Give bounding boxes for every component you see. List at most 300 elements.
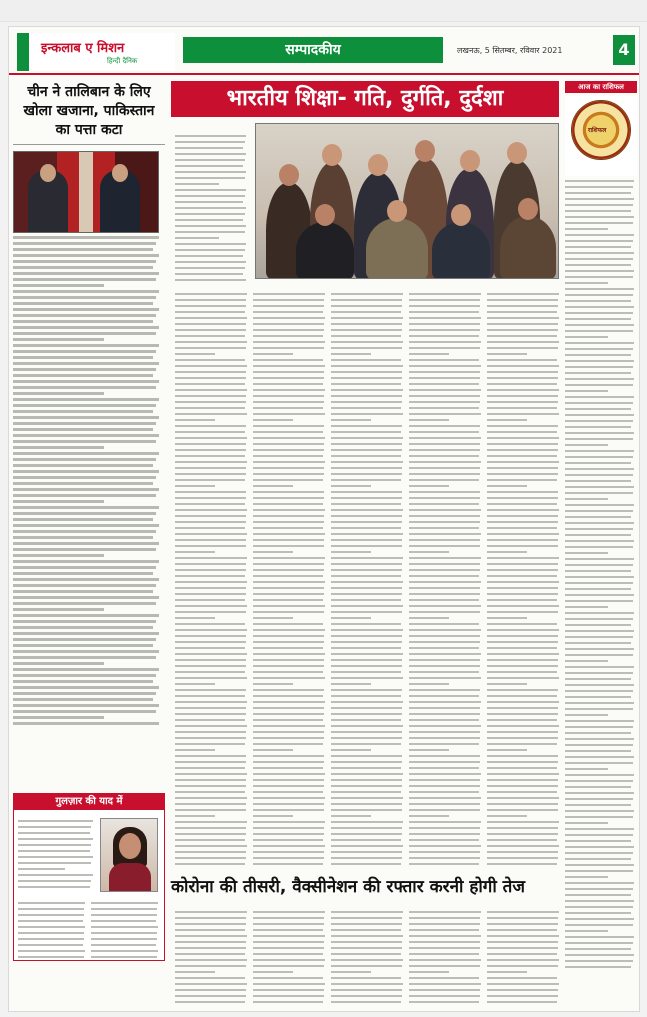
horoscope-wheel-box bbox=[565, 96, 637, 176]
text-line bbox=[565, 792, 634, 794]
text-line bbox=[565, 858, 631, 860]
text-line bbox=[331, 569, 402, 571]
text-line bbox=[253, 971, 293, 973]
text-line bbox=[13, 554, 104, 557]
text-line bbox=[253, 371, 324, 373]
text-line bbox=[487, 785, 558, 787]
text-line bbox=[331, 551, 371, 553]
text-line bbox=[409, 407, 479, 409]
text-line bbox=[253, 581, 325, 583]
text-line bbox=[175, 743, 245, 745]
text-line bbox=[565, 498, 608, 500]
text-line bbox=[487, 419, 527, 421]
text-line bbox=[91, 932, 157, 934]
text-line bbox=[253, 977, 323, 979]
text-line bbox=[175, 995, 246, 997]
text-line bbox=[175, 599, 245, 601]
text-line bbox=[175, 407, 245, 409]
text-line bbox=[18, 856, 93, 858]
text-column bbox=[18, 898, 85, 958]
text-line bbox=[175, 359, 245, 361]
text-line bbox=[487, 941, 558, 943]
text-line bbox=[487, 521, 558, 523]
text-line bbox=[487, 365, 559, 367]
text-line bbox=[487, 773, 559, 775]
text-line bbox=[565, 372, 631, 374]
text-line bbox=[175, 317, 247, 319]
text-line bbox=[13, 266, 153, 269]
text-line bbox=[331, 509, 403, 511]
text-line bbox=[409, 569, 480, 571]
text-line bbox=[253, 803, 324, 805]
text-line bbox=[487, 971, 527, 973]
right-column bbox=[565, 81, 637, 968]
text-line bbox=[487, 959, 559, 961]
text-line bbox=[13, 314, 156, 317]
text-line bbox=[487, 347, 558, 349]
text-line bbox=[565, 558, 634, 560]
text-line bbox=[13, 368, 156, 371]
text-line bbox=[409, 917, 480, 919]
text-line bbox=[409, 521, 480, 523]
text-line bbox=[175, 443, 246, 445]
text-line bbox=[409, 509, 481, 511]
text-line bbox=[487, 779, 558, 781]
text-line bbox=[175, 833, 246, 835]
text-line bbox=[565, 696, 631, 698]
text-line bbox=[13, 692, 156, 695]
text-line bbox=[175, 165, 243, 167]
text-line bbox=[565, 528, 633, 530]
text-line bbox=[175, 623, 245, 625]
text-line bbox=[331, 617, 371, 619]
text-line bbox=[487, 929, 557, 931]
text-line bbox=[18, 874, 93, 876]
text-line bbox=[565, 654, 633, 656]
text-line bbox=[331, 341, 403, 343]
text-line bbox=[409, 563, 480, 565]
text-line bbox=[487, 455, 557, 457]
text-line bbox=[253, 809, 324, 811]
text-line bbox=[253, 767, 323, 769]
text-line bbox=[409, 773, 481, 775]
text-line bbox=[253, 503, 323, 505]
text-line bbox=[91, 908, 157, 910]
text-line bbox=[175, 617, 215, 619]
text-line bbox=[175, 551, 215, 553]
text-line bbox=[253, 467, 324, 469]
text-line bbox=[487, 593, 558, 595]
text-line bbox=[175, 377, 246, 379]
text-line bbox=[331, 941, 402, 943]
text-line bbox=[253, 629, 325, 631]
text-line bbox=[565, 294, 633, 296]
text-line bbox=[487, 599, 557, 601]
text-line bbox=[13, 428, 153, 431]
text-line bbox=[331, 839, 401, 841]
text-line bbox=[253, 365, 325, 367]
text-line bbox=[565, 288, 634, 290]
text-line bbox=[565, 870, 633, 872]
text-line bbox=[13, 596, 159, 599]
text-line bbox=[13, 284, 104, 287]
text-line bbox=[331, 527, 401, 529]
text-column bbox=[175, 907, 247, 1003]
text-line bbox=[487, 911, 559, 913]
text-line bbox=[18, 956, 84, 958]
text-line bbox=[565, 222, 633, 224]
text-line bbox=[175, 683, 215, 685]
text-line bbox=[175, 195, 245, 197]
text-line bbox=[175, 243, 246, 245]
text-line bbox=[565, 414, 634, 416]
text-line bbox=[253, 437, 325, 439]
text-line bbox=[487, 503, 557, 505]
text-column bbox=[253, 289, 325, 865]
student-figure bbox=[366, 218, 428, 279]
text-line bbox=[253, 923, 324, 925]
text-line bbox=[409, 359, 479, 361]
text-line bbox=[331, 629, 403, 631]
text-line bbox=[13, 404, 156, 407]
text-line bbox=[13, 674, 156, 677]
text-line bbox=[487, 605, 559, 607]
text-line bbox=[13, 338, 104, 341]
text-line bbox=[331, 797, 403, 799]
text-line bbox=[331, 719, 401, 721]
text-line bbox=[565, 384, 633, 386]
text-line bbox=[253, 839, 323, 841]
text-line bbox=[175, 923, 246, 925]
text-line bbox=[565, 282, 608, 284]
text-line bbox=[175, 803, 246, 805]
text-line bbox=[175, 305, 246, 307]
text-line bbox=[487, 977, 557, 979]
text-line bbox=[13, 506, 159, 509]
text-line bbox=[253, 485, 293, 487]
text-line bbox=[91, 956, 157, 958]
text-line bbox=[409, 707, 480, 709]
text-line bbox=[331, 821, 403, 823]
text-line bbox=[409, 575, 479, 577]
text-line bbox=[409, 755, 480, 757]
text-line bbox=[565, 678, 631, 680]
text-line bbox=[253, 569, 324, 571]
text-line bbox=[175, 135, 246, 137]
text-line bbox=[175, 569, 246, 571]
text-line bbox=[409, 1001, 479, 1003]
text-line bbox=[175, 335, 245, 337]
text-column bbox=[487, 907, 559, 1003]
text-line bbox=[565, 714, 608, 716]
text-line bbox=[175, 689, 246, 691]
text-line bbox=[253, 383, 323, 385]
text-line bbox=[331, 329, 402, 331]
text-line bbox=[13, 710, 156, 713]
text-line bbox=[253, 725, 325, 727]
text-line bbox=[13, 440, 156, 443]
text-line bbox=[253, 983, 325, 985]
text-line bbox=[331, 671, 401, 673]
memory-box bbox=[13, 793, 165, 961]
text-line bbox=[331, 749, 371, 751]
text-line bbox=[565, 444, 608, 446]
text-line bbox=[18, 908, 84, 910]
text-line bbox=[565, 480, 631, 482]
text-line bbox=[565, 366, 633, 368]
text-line bbox=[175, 659, 246, 661]
text-line bbox=[253, 563, 324, 565]
text-line bbox=[175, 449, 246, 451]
text-line bbox=[565, 306, 634, 308]
text-line bbox=[175, 773, 247, 775]
text-line bbox=[409, 845, 481, 847]
text-line bbox=[487, 305, 558, 307]
student-figure bbox=[432, 222, 490, 279]
text-line bbox=[175, 791, 245, 793]
text-line bbox=[331, 413, 403, 415]
text-line bbox=[253, 719, 323, 721]
text-line bbox=[331, 467, 402, 469]
text-line bbox=[487, 743, 557, 745]
text-line bbox=[13, 356, 153, 359]
text-line bbox=[409, 767, 479, 769]
text-line bbox=[565, 552, 608, 554]
text-line bbox=[331, 515, 402, 517]
text-line bbox=[175, 329, 246, 331]
student-head bbox=[279, 164, 299, 186]
text-line bbox=[18, 950, 85, 952]
text-line bbox=[565, 882, 634, 884]
text-line bbox=[565, 894, 631, 896]
text-line bbox=[175, 749, 215, 751]
text-line bbox=[409, 425, 480, 427]
text-line bbox=[13, 656, 156, 659]
text-line bbox=[331, 371, 402, 373]
text-line bbox=[253, 539, 324, 541]
text-line bbox=[13, 278, 156, 281]
text-line bbox=[409, 965, 480, 967]
text-line bbox=[565, 708, 633, 710]
text-line bbox=[13, 452, 159, 455]
text-line bbox=[253, 791, 323, 793]
text-line bbox=[13, 626, 153, 629]
text-line bbox=[253, 953, 323, 955]
text-line bbox=[18, 832, 90, 834]
text-line bbox=[565, 264, 631, 266]
text-line bbox=[13, 296, 156, 299]
text-line bbox=[331, 995, 402, 997]
text-line bbox=[565, 246, 631, 248]
text-line bbox=[13, 686, 159, 689]
text-line bbox=[565, 228, 608, 230]
text-line bbox=[487, 425, 558, 427]
horoscope-text bbox=[565, 180, 637, 968]
text-line bbox=[409, 731, 480, 733]
text-line bbox=[487, 461, 559, 463]
text-line bbox=[409, 797, 481, 799]
text-line bbox=[409, 317, 481, 319]
text-line bbox=[13, 386, 156, 389]
text-line bbox=[565, 942, 633, 944]
text-line bbox=[13, 590, 153, 593]
text-column bbox=[409, 289, 481, 865]
text-line bbox=[253, 941, 324, 943]
text-line bbox=[13, 500, 104, 503]
text-line bbox=[331, 713, 402, 715]
text-line bbox=[409, 653, 481, 655]
text-line bbox=[18, 902, 85, 904]
text-line bbox=[565, 432, 634, 434]
text-column bbox=[91, 898, 158, 958]
text-line bbox=[253, 413, 325, 415]
text-line bbox=[487, 515, 558, 517]
text-line bbox=[13, 542, 159, 545]
text-line bbox=[487, 821, 559, 823]
text-line bbox=[409, 701, 481, 703]
text-line bbox=[409, 443, 480, 445]
text-line bbox=[175, 255, 243, 257]
text-line bbox=[253, 407, 323, 409]
text-line bbox=[409, 821, 481, 823]
text-line bbox=[253, 737, 324, 739]
text-line bbox=[253, 299, 324, 301]
text-line bbox=[487, 467, 558, 469]
text-line bbox=[409, 593, 480, 595]
text-line bbox=[409, 629, 481, 631]
text-line bbox=[175, 219, 243, 221]
text-line bbox=[487, 389, 559, 391]
text-line bbox=[253, 557, 325, 559]
text-line bbox=[487, 707, 558, 709]
text-line bbox=[565, 948, 631, 950]
text-line bbox=[487, 635, 558, 637]
text-line bbox=[331, 851, 402, 853]
text-line bbox=[13, 524, 159, 527]
text-line bbox=[565, 660, 608, 662]
text-line bbox=[409, 683, 449, 685]
text-line bbox=[565, 570, 631, 572]
text-line bbox=[409, 995, 480, 997]
text-line bbox=[175, 563, 246, 565]
text-line bbox=[13, 290, 159, 293]
text-line bbox=[175, 515, 246, 517]
text-line bbox=[565, 348, 633, 350]
text-line bbox=[487, 725, 559, 727]
text-line bbox=[331, 401, 402, 403]
text-line bbox=[565, 642, 631, 644]
text-line bbox=[175, 279, 246, 281]
text-line bbox=[565, 684, 634, 686]
text-line bbox=[91, 950, 158, 952]
text-line bbox=[13, 458, 156, 461]
text-line bbox=[487, 623, 557, 625]
text-line bbox=[565, 618, 633, 620]
student-head bbox=[415, 140, 435, 162]
text-line bbox=[487, 371, 558, 373]
text-line bbox=[409, 989, 480, 991]
text-line bbox=[18, 880, 91, 882]
text-line bbox=[565, 330, 633, 332]
text-line bbox=[253, 575, 323, 577]
text-line bbox=[409, 929, 479, 931]
text-line bbox=[565, 516, 631, 518]
text-line bbox=[13, 434, 159, 437]
text-line bbox=[331, 683, 371, 685]
text-line bbox=[487, 749, 527, 751]
text-line bbox=[565, 828, 634, 830]
text-line bbox=[253, 527, 323, 529]
text-line bbox=[409, 581, 481, 583]
text-line bbox=[253, 329, 324, 331]
left-story-body bbox=[13, 236, 165, 725]
text-line bbox=[175, 249, 245, 251]
text-line bbox=[175, 225, 246, 227]
text-line bbox=[565, 630, 634, 632]
text-line bbox=[331, 779, 402, 781]
text-line bbox=[487, 731, 558, 733]
text-line bbox=[565, 672, 633, 674]
text-line bbox=[487, 659, 558, 661]
text-line bbox=[331, 449, 402, 451]
brand-logo bbox=[17, 33, 175, 71]
text-line bbox=[409, 959, 481, 961]
text-line bbox=[13, 248, 153, 251]
text-line bbox=[175, 153, 246, 155]
page-number: 4 bbox=[613, 35, 635, 65]
text-line bbox=[331, 701, 403, 703]
text-line bbox=[409, 911, 481, 913]
text-line bbox=[409, 353, 449, 355]
dateline: लखनऊ, 5 सितम्बर, रविवार 2021 bbox=[457, 46, 563, 55]
text-line bbox=[565, 600, 633, 602]
text-line bbox=[565, 594, 634, 596]
text-line bbox=[91, 944, 156, 946]
text-line bbox=[253, 995, 324, 997]
text-line bbox=[409, 719, 479, 721]
text-line bbox=[487, 407, 557, 409]
text-line bbox=[331, 725, 403, 727]
student-head bbox=[322, 144, 342, 166]
text-line bbox=[331, 419, 371, 421]
text-line bbox=[175, 821, 247, 823]
text-line bbox=[409, 791, 479, 793]
text-line bbox=[253, 551, 293, 553]
text-line bbox=[487, 761, 558, 763]
text-line bbox=[565, 966, 631, 968]
text-line bbox=[409, 935, 481, 937]
text-line bbox=[175, 809, 246, 811]
text-line bbox=[565, 270, 634, 272]
text-line bbox=[175, 521, 246, 523]
text-line bbox=[13, 272, 159, 275]
text-line bbox=[253, 359, 323, 361]
text-line bbox=[175, 545, 246, 547]
text-line bbox=[253, 341, 325, 343]
text-line bbox=[487, 839, 557, 841]
text-line bbox=[565, 198, 634, 200]
text-line bbox=[175, 911, 247, 913]
text-line bbox=[565, 738, 634, 740]
text-line bbox=[487, 413, 559, 415]
text-line bbox=[253, 419, 293, 421]
text-line bbox=[175, 917, 246, 919]
text-line bbox=[565, 504, 634, 506]
text-line bbox=[487, 479, 557, 481]
text-line bbox=[409, 431, 479, 433]
text-line bbox=[331, 365, 403, 367]
text-line bbox=[487, 719, 557, 721]
